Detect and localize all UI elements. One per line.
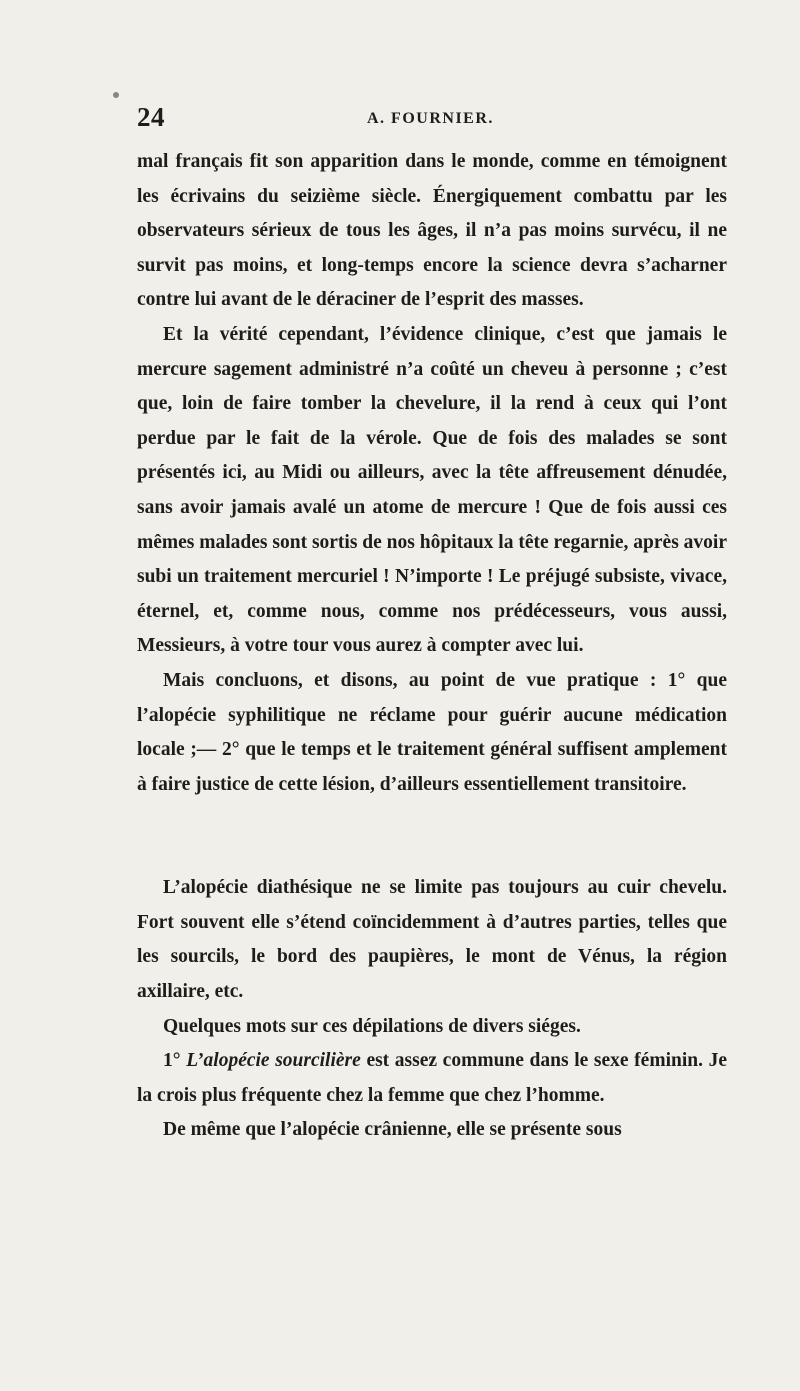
running-head: A. FOURNIER. (367, 110, 494, 127)
paragraph: De même que l’alopécie crânienne, elle se présente sous (163, 1119, 622, 1141)
paragraph-text: est assez commune dans le sexe féminin. Je la crois plus fréquente chez la femme que chez l’homme. (137, 1050, 728, 1106)
ink-spot (113, 92, 119, 98)
italic-term: L’alopécie sourcilière (186, 1050, 361, 1072)
paragraph (137, 1044, 727, 1113)
body-text (137, 145, 727, 1148)
paragraph: Quelques mots sur ces dépilations de divers siéges. (163, 1015, 581, 1037)
page-header (137, 102, 727, 142)
paragraph: Mais concluons, et disons, au point de vue pratique : 1° que l’alopécie syphilitique ne réclame pour guérir aucune médication locale ;— 2° que le temps et le traitement général suffisent amplement à faire justice de cette lésion, d’ailleurs essentiellement transitoire. (137, 669, 727, 795)
list-number: 1° (163, 1050, 181, 1072)
paragraph: L’alopécie diathésique ne se limite pas toujours au cuir chevelu. Fort souvent elle s’étend coïncidemment à d’autres parties, telles que les sourcils, le bord des paupières, le mont de Vénus, la région axillaire, etc. (137, 877, 727, 1003)
page-number: 24 (137, 102, 165, 132)
paragraph: Et la vérité cependant, l’évidence clinique, c’est que jamais le mercure sagement administré n’a coûté un cheveu à personne ; c’est que, loin de faire tomber la chevelure, il la rend à ceux qui l’ont perdue par le fait de la vérole. Que de fois des malades se sont présentés ici, au Midi ou ailleurs, avec la tête affreusement dénudée, sans avoir jamais avalé un atome de mercure ! Que de fois aussi ces mêmes malades sont sortis de nos hôpitaux la tête regarnie, après avoir subi un traitement mercuriel ! N’importe ! Le préjugé subsiste, vivace, éternel, et, comme nous, comme nos prédécesseurs, vous aussi, Messieurs, à votre tour vous aurez à compter avec lui. (137, 323, 727, 657)
paragraph: mal français fit son apparition dans le monde, comme en témoignent les écrivains du seizième siècle. Énergiquement combattu par les observateurs sérieux de tous les âges, il n’a pas moins survécu, il ne survit pas moins, et long-temps encore la science devra s’acharner contre lui avant de le déraciner de l’esprit des masses. (137, 151, 727, 311)
section-gap (137, 802, 727, 871)
